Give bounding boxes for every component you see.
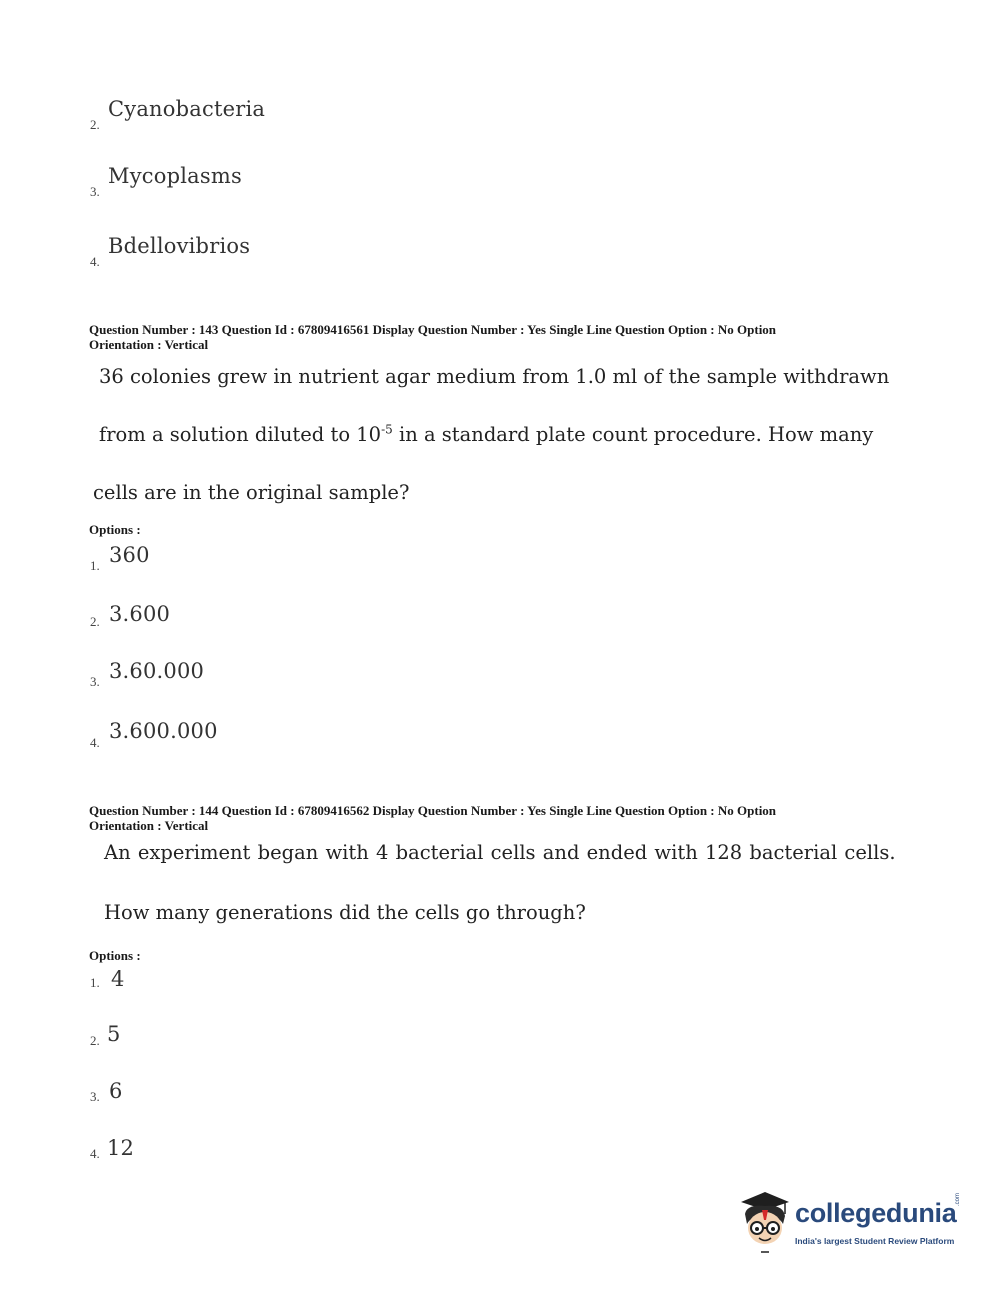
- question-text-line2-before: from a solution diluted to 10: [99, 423, 382, 446]
- question-meta-line2: Orientation : Vertical: [89, 337, 209, 352]
- question-meta-line1: Question Number : 143 Question Id : 67809416561 Display Question Number : Yes Single Line Question Option : No Option: [89, 322, 777, 337]
- question-text-line1: 36 colonies grew in nutrient agar medium from 1.0 ml of the sample withdrawn: [99, 365, 890, 388]
- option-text: 3.600: [109, 602, 171, 626]
- question-meta: [89, 322, 889, 352]
- options-label: Options :: [89, 522, 141, 537]
- exponent: -5: [381, 422, 393, 437]
- logo-wordmark: collegedunia: [795, 1198, 957, 1228]
- option-text: 6: [109, 1079, 123, 1103]
- question-text-line2: [99, 423, 873, 446]
- question-text-line1: An experiment began with 4 bacterial cells and ended with 128 bacterial cells.: [104, 841, 896, 864]
- option-text: 360: [109, 543, 150, 567]
- option-number: 3.: [90, 1089, 100, 1104]
- option-text: Bdellovibrios: [108, 234, 251, 258]
- option-number: 2.: [90, 614, 100, 629]
- option-number: 3.: [90, 674, 100, 689]
- option-number: 4.: [90, 254, 100, 269]
- option-number: 1.: [90, 975, 100, 990]
- question-meta-line1: Question Number : 144 Question Id : 67809416562 Display Question Number : Yes Single Line Question Option : No Option: [89, 803, 777, 818]
- option-text: Cyanobacteria: [108, 97, 266, 121]
- option-number: 2.: [90, 117, 100, 132]
- question-meta-line2: Orientation : Vertical: [89, 818, 209, 833]
- student-mascot-icon: [735, 1188, 795, 1258]
- option-text: 3.600.000: [109, 719, 218, 743]
- question-text-line3: cells are in the original sample?: [93, 481, 410, 504]
- option-text: 4: [111, 967, 125, 991]
- logo-suffix: .com: [955, 1192, 961, 1206]
- collegedunia-logo: [735, 1188, 965, 1258]
- option-text: 5: [107, 1022, 121, 1046]
- question-meta: [89, 803, 889, 833]
- option-text: Mycoplasms: [108, 164, 242, 188]
- question-text-line2-after: in a standard plate count procedure. How many: [392, 423, 874, 446]
- option-text: 3.60.000: [109, 659, 205, 683]
- logo-tagline: India's largest Student Review Platform: [795, 1236, 955, 1246]
- option-number: 1.: [90, 558, 100, 573]
- option-number: 2.: [90, 1033, 100, 1048]
- option-text: 12: [107, 1136, 135, 1160]
- question-text-line2: How many generations did the cells go through?: [104, 901, 586, 924]
- options-label: Options :: [89, 948, 141, 963]
- option-number: 3.: [90, 184, 100, 199]
- option-number: 4.: [90, 1146, 100, 1161]
- option-number: 4.: [90, 735, 100, 750]
